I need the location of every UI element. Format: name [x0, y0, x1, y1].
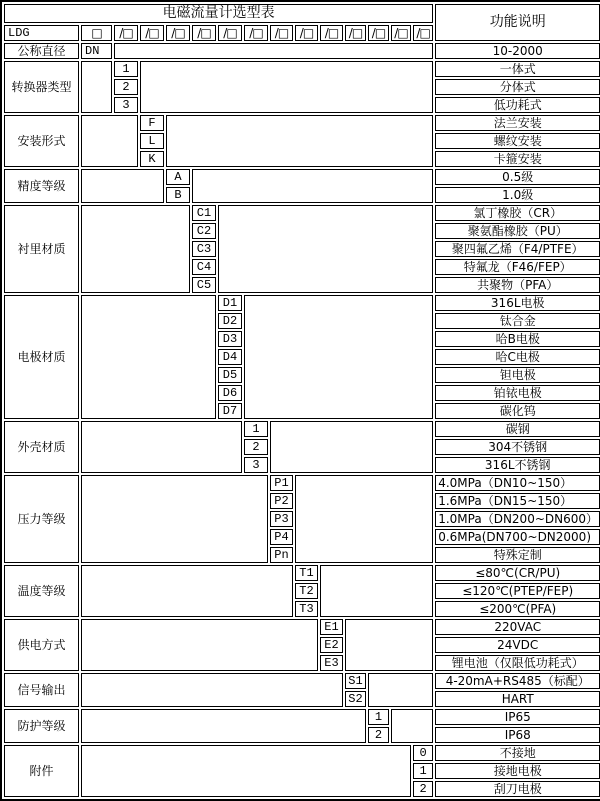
- section-label-converter-type: 转换器类型: [4, 61, 79, 113]
- code-cell: D7: [218, 403, 242, 419]
- desc-cell: 10-2000: [435, 43, 600, 59]
- code-cell: T2: [295, 583, 318, 599]
- code-cell: C1: [192, 205, 216, 221]
- desc-cell: 钛合金: [435, 313, 600, 329]
- spacer-cell: [81, 565, 293, 617]
- spacer-cell: [81, 115, 138, 167]
- code-cell: D2: [218, 313, 242, 329]
- code-cell: 1: [413, 763, 433, 779]
- spacer-cell: [114, 43, 433, 59]
- section-label-liner: 衬里材质: [4, 205, 79, 293]
- spacer-cell: [320, 565, 433, 617]
- code-cell: E1: [320, 619, 343, 635]
- code-cell: 1: [114, 61, 138, 77]
- code-cell: D3: [218, 331, 242, 347]
- desc-cell: ≤120℃(PTEP/FEP): [435, 583, 600, 599]
- code-cell: D1: [218, 295, 242, 311]
- desc-cell: 共聚物（PFA）: [435, 277, 600, 293]
- desc-cell: 1.0MPa（DN200~DN600）: [435, 511, 600, 527]
- section-label-electrode: 电极材质: [4, 295, 79, 419]
- section-label-accessories: 附件: [4, 745, 79, 797]
- desc-cell: ≤80℃(CR/PU): [435, 565, 600, 581]
- code-slot-box: /□: [320, 25, 343, 41]
- spacer-cell: [81, 61, 112, 113]
- code-slot-box: /□: [270, 25, 293, 41]
- desc-cell: 特氟龙（F46/FEP）: [435, 259, 600, 275]
- spacer-cell: [81, 295, 216, 419]
- desc-cell: ≤200℃(PFA): [435, 601, 600, 617]
- code-cell: 2: [413, 781, 433, 797]
- desc-cell: 316L不锈钢: [435, 457, 600, 473]
- desc-cell: 哈B电极: [435, 331, 600, 347]
- desc-cell: 螺纹安装: [435, 133, 600, 149]
- code-cell: T3: [295, 601, 318, 617]
- desc-cell: 不接地: [435, 745, 600, 761]
- desc-cell: 低功耗式: [435, 97, 600, 113]
- code-cell: F: [140, 115, 164, 131]
- desc-cell: 一体式: [435, 61, 600, 77]
- spacer-cell: [391, 709, 433, 743]
- code-cell: P1: [270, 475, 293, 491]
- desc-cell: 聚氨酯橡胶（PU）: [435, 223, 600, 239]
- section-label-power-supply: 供电方式: [4, 619, 79, 671]
- desc-cell: 24VDC: [435, 637, 600, 653]
- desc-cell: 1.6MPa（DN15~150）: [435, 493, 600, 509]
- desc-cell: IP65: [435, 709, 600, 725]
- desc-cell: 0.5级: [435, 169, 600, 185]
- desc-cell: 220VAC: [435, 619, 600, 635]
- desc-cell: 316L电极: [435, 295, 600, 311]
- desc-cell: 碳钢: [435, 421, 600, 437]
- code-cell: P4: [270, 529, 293, 545]
- desc-cell: 4-20mA+RS485（标配）: [435, 673, 600, 689]
- code-cell: E2: [320, 637, 343, 653]
- desc-cell: 碳化钨: [435, 403, 600, 419]
- spacer-cell: [81, 475, 268, 563]
- spacer-cell: [81, 619, 318, 671]
- code-slot-box: /□: [192, 25, 216, 41]
- code-cell: A: [166, 169, 190, 185]
- spacer-cell: [218, 205, 433, 293]
- section-label-accuracy: 精度等级: [4, 169, 79, 203]
- spacer-cell: [81, 205, 190, 293]
- code-cell: DN: [81, 43, 112, 59]
- function-column-header: 功能说明: [435, 4, 600, 41]
- spacer-cell: [166, 115, 433, 167]
- section-label-pressure: 压力等级: [4, 475, 79, 563]
- desc-cell: 接地电极: [435, 763, 600, 779]
- desc-cell: 法兰安装: [435, 115, 600, 131]
- code-slot-box: /□: [391, 25, 411, 41]
- code-slot-box: /□: [345, 25, 366, 41]
- spacer-cell: [192, 169, 433, 203]
- code-cell: Pn: [270, 547, 293, 563]
- code-slot-box: /□: [140, 25, 164, 41]
- code-slot-box: /□: [166, 25, 190, 41]
- table-title: 电磁流量计选型表: [4, 4, 433, 23]
- code-cell: C5: [192, 277, 216, 293]
- desc-cell: 卡箍安装: [435, 151, 600, 167]
- code-cell: 2: [244, 439, 268, 455]
- desc-cell: HART: [435, 691, 600, 707]
- desc-cell: 4.0MPa（DN10~150）: [435, 475, 600, 491]
- desc-cell: 分体式: [435, 79, 600, 95]
- section-label-temperature: 温度等级: [4, 565, 79, 617]
- desc-cell: 锂电池（仅限低功耗式）: [435, 655, 600, 671]
- section-label-signal-output: 信号输出: [4, 673, 79, 707]
- desc-cell: IP68: [435, 727, 600, 743]
- section-label-installation: 安装形式: [4, 115, 79, 167]
- desc-cell: 哈C电极: [435, 349, 600, 365]
- section-label-housing: 外壳材质: [4, 421, 79, 473]
- code-slot-box: /□: [368, 25, 389, 41]
- code-cell: 0: [413, 745, 433, 761]
- spacer-cell: [81, 673, 343, 707]
- code-cell: K: [140, 151, 164, 167]
- desc-cell: 特殊定制: [435, 547, 600, 563]
- spacer-cell: [81, 169, 164, 203]
- code-cell: C3: [192, 241, 216, 257]
- code-slot-box: □: [81, 25, 112, 41]
- desc-cell: 氯丁橡胶（CR）: [435, 205, 600, 221]
- spacer-cell: [368, 673, 433, 707]
- code-cell: C2: [192, 223, 216, 239]
- code-cell: D5: [218, 367, 242, 383]
- code-slot-box: /□: [413, 25, 433, 41]
- desc-cell: 刮刀电极: [435, 781, 600, 797]
- spacer-cell: [345, 619, 433, 671]
- code-slot-box: /□: [218, 25, 242, 41]
- section-label-protection: 防护等级: [4, 709, 79, 743]
- section-label-diameter: 公称直径: [4, 43, 79, 59]
- code-cell: L: [140, 133, 164, 149]
- spacer-cell: [81, 421, 242, 473]
- code-slot-box: /□: [295, 25, 318, 41]
- spacer-cell: [295, 475, 433, 563]
- code-cell: P2: [270, 493, 293, 509]
- code-cell: S2: [345, 691, 366, 707]
- code-cell: 2: [368, 727, 389, 743]
- code-cell: P3: [270, 511, 293, 527]
- desc-cell: 铂铱电极: [435, 385, 600, 401]
- spacer-cell: [81, 709, 366, 743]
- code-cell: 3: [244, 457, 268, 473]
- code-cell: T1: [295, 565, 318, 581]
- spacer-cell: [140, 61, 433, 113]
- code-cell: D6: [218, 385, 242, 401]
- code-cell: C4: [192, 259, 216, 275]
- desc-cell: 1.0级: [435, 187, 600, 203]
- spacer-cell: [244, 295, 433, 419]
- code-cell: 2: [114, 79, 138, 95]
- code-cell: 1: [244, 421, 268, 437]
- desc-cell: 钽电极: [435, 367, 600, 383]
- desc-cell: 304不锈钢: [435, 439, 600, 455]
- code-cell: 1: [368, 709, 389, 725]
- desc-cell: 聚四氟乙烯（F4/PTFE）: [435, 241, 600, 257]
- code-cell: D4: [218, 349, 242, 365]
- desc-cell: 0.6MPa(DN700~DN2000): [435, 529, 600, 545]
- spacer-cell: [81, 745, 411, 797]
- code-cell: B: [166, 187, 190, 203]
- spacer-cell: [270, 421, 433, 473]
- code-cell: 3: [114, 97, 138, 113]
- code-cell: E3: [320, 655, 343, 671]
- code-cell: S1: [345, 673, 366, 689]
- model-prefix: LDG: [4, 25, 79, 41]
- code-slot-box: /□: [244, 25, 268, 41]
- code-slot-box: /□: [114, 25, 138, 41]
